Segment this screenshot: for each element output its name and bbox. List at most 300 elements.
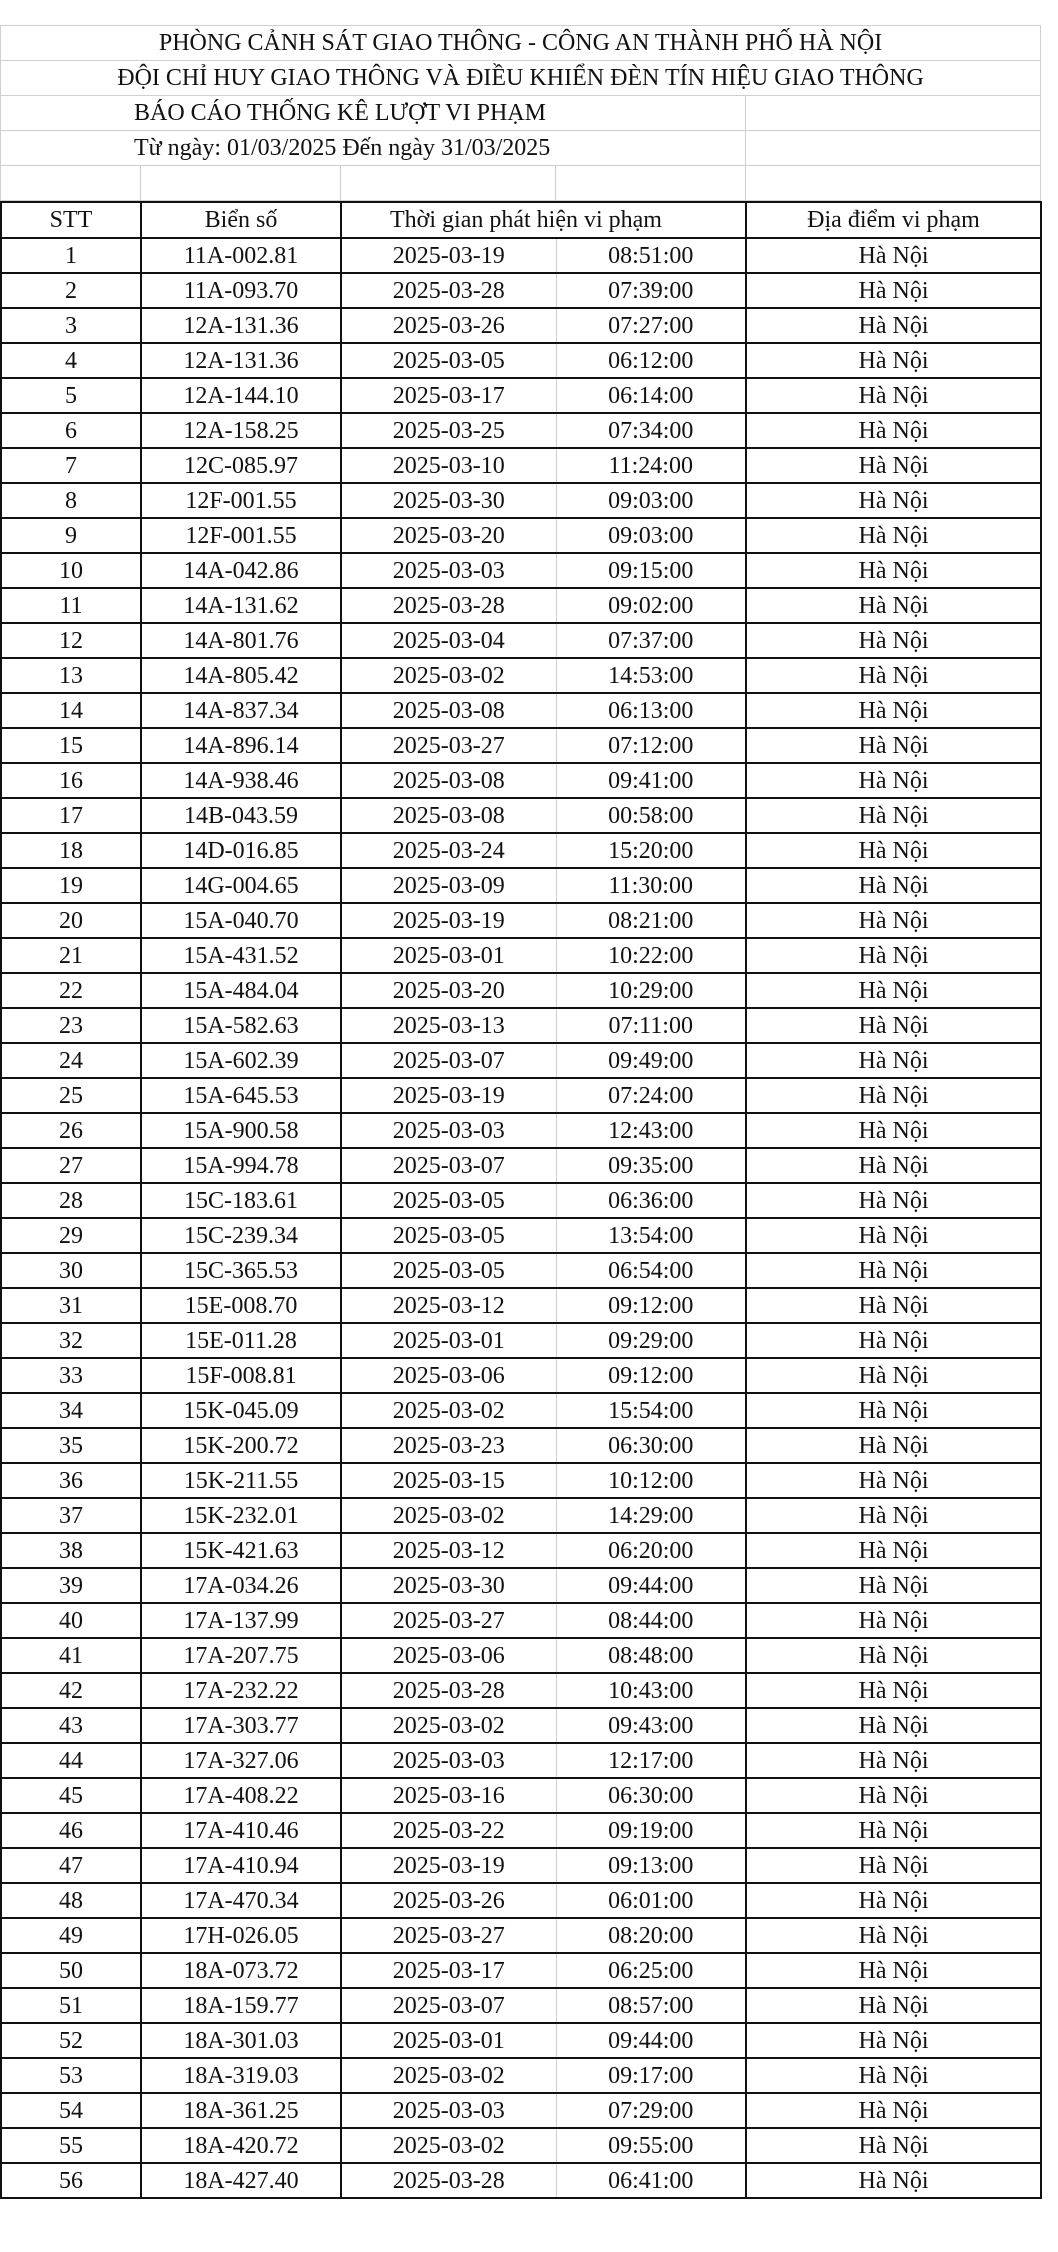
column-header-location: Địa điểm vi phạm xyxy=(746,202,1041,238)
cell-location: Hà Nội xyxy=(746,1008,1041,1043)
cell-stt: 25 xyxy=(1,1078,141,1113)
cell-time: 09:03:00 xyxy=(556,518,746,553)
cell-stt: 44 xyxy=(1,1743,141,1778)
cell-stt: 18 xyxy=(1,833,141,868)
cell-location: Hà Nội xyxy=(746,973,1041,1008)
cell-location: Hà Nội xyxy=(746,1778,1041,1813)
table-row xyxy=(1,1813,1041,1848)
cell-date: 2025-03-09 xyxy=(341,868,556,903)
table-row xyxy=(1,2058,1041,2093)
cell-time: 11:24:00 xyxy=(556,448,746,483)
cell-stt: 16 xyxy=(1,763,141,798)
cell-date: 2025-03-26 xyxy=(341,1883,556,1918)
cell-plate: 12F-001.55 xyxy=(141,483,341,518)
cell-date: 2025-03-27 xyxy=(341,728,556,763)
cell-plate: 15K-232.01 xyxy=(141,1498,341,1533)
cell-stt: 28 xyxy=(1,1183,141,1218)
cell-plate: 11A-002.81 xyxy=(141,238,341,273)
cell-date: 2025-03-28 xyxy=(341,1673,556,1708)
cell-stt: 7 xyxy=(1,448,141,483)
cell-date: 2025-03-05 xyxy=(341,1253,556,1288)
cell-time: 14:53:00 xyxy=(556,658,746,693)
table-row xyxy=(1,1078,1041,1113)
cell-location: Hà Nội xyxy=(746,728,1041,763)
cell-plate: 15K-211.55 xyxy=(141,1463,341,1498)
cell-plate: 15C-365.53 xyxy=(141,1253,341,1288)
table-row xyxy=(1,1253,1041,1288)
cell-plate: 14A-837.34 xyxy=(141,693,341,728)
table-row xyxy=(1,1428,1041,1463)
cell-date: 2025-03-02 xyxy=(341,658,556,693)
cell-time: 09:15:00 xyxy=(556,553,746,588)
cell-time: 12:17:00 xyxy=(556,1743,746,1778)
cell-stt: 32 xyxy=(1,1323,141,1358)
cell-location: Hà Nội xyxy=(746,903,1041,938)
cell-time: 06:14:00 xyxy=(556,378,746,413)
table-row xyxy=(1,2023,1041,2058)
cell-plate: 18A-319.03 xyxy=(141,2058,341,2093)
report-period: Từ ngày: 01/03/2025 Đến ngày 31/03/2025 xyxy=(1,131,746,166)
cell-location: Hà Nội xyxy=(746,1743,1041,1778)
cell-stt: 8 xyxy=(1,483,141,518)
cell-plate: 17A-327.06 xyxy=(141,1743,341,1778)
cell-stt: 43 xyxy=(1,1708,141,1743)
cell-time: 06:25:00 xyxy=(556,1953,746,1988)
cell-time: 10:22:00 xyxy=(556,938,746,973)
cell-time: 07:11:00 xyxy=(556,1008,746,1043)
report-title: BÁO CÁO THỐNG KÊ LƯỢT VI PHẠM xyxy=(1,96,746,131)
cell-location: Hà Nội xyxy=(746,238,1041,273)
table-row xyxy=(1,1883,1041,1918)
cell-plate: 14A-805.42 xyxy=(141,658,341,693)
table-row xyxy=(1,1673,1041,1708)
cell-date: 2025-03-19 xyxy=(341,238,556,273)
table-row xyxy=(1,308,1041,343)
violation-table xyxy=(0,201,1042,2199)
cell-stt: 36 xyxy=(1,1463,141,1498)
table-header-row xyxy=(1,202,1041,238)
cell-plate: 15A-645.53 xyxy=(141,1078,341,1113)
cell-location: Hà Nội xyxy=(746,1288,1041,1323)
cell-location: Hà Nội xyxy=(746,2128,1041,2163)
cell-location: Hà Nội xyxy=(746,1568,1041,1603)
cell-time: 06:13:00 xyxy=(556,693,746,728)
cell-date: 2025-03-20 xyxy=(341,518,556,553)
cell-stt: 24 xyxy=(1,1043,141,1078)
cell-location: Hà Nội xyxy=(746,693,1041,728)
cell-plate: 18A-420.72 xyxy=(141,2128,341,2163)
cell-stt: 47 xyxy=(1,1848,141,1883)
column-header-stt: STT xyxy=(1,202,141,238)
cell-plate: 15A-582.63 xyxy=(141,1008,341,1043)
cell-date: 2025-03-03 xyxy=(341,1743,556,1778)
table-row xyxy=(1,378,1041,413)
cell-plate: 15A-040.70 xyxy=(141,903,341,938)
table-row xyxy=(1,763,1041,798)
agency-line-2: ĐỘI CHỈ HUY GIAO THÔNG VÀ ĐIỀU KHIỂN ĐÈN TÍN HIỆU GIAO THÔNG xyxy=(1,61,1041,96)
cell-time: 06:01:00 xyxy=(556,1883,746,1918)
cell-location: Hà Nội xyxy=(746,1918,1041,1953)
table-row xyxy=(1,1918,1041,1953)
cell-plate: 17A-410.94 xyxy=(141,1848,341,1883)
cell-time: 09:12:00 xyxy=(556,1288,746,1323)
cell-stt: 50 xyxy=(1,1953,141,1988)
cell-location: Hà Nội xyxy=(746,1393,1041,1428)
cell-location: Hà Nội xyxy=(746,1533,1041,1568)
cell-location: Hà Nội xyxy=(746,1848,1041,1883)
cell-plate: 18A-361.25 xyxy=(141,2093,341,2128)
cell-stt: 45 xyxy=(1,1778,141,1813)
cell-plate: 15C-239.34 xyxy=(141,1218,341,1253)
cell-time: 12:43:00 xyxy=(556,1113,746,1148)
cell-stt: 46 xyxy=(1,1813,141,1848)
cell-stt: 12 xyxy=(1,623,141,658)
cell-time: 08:51:00 xyxy=(556,238,746,273)
cell-stt: 39 xyxy=(1,1568,141,1603)
table-row xyxy=(1,1778,1041,1813)
cell-date: 2025-03-27 xyxy=(341,1918,556,1953)
cell-stt: 41 xyxy=(1,1638,141,1673)
table-row xyxy=(1,273,1041,308)
cell-time: 07:29:00 xyxy=(556,2093,746,2128)
cell-time: 10:29:00 xyxy=(556,973,746,1008)
cell-date: 2025-03-02 xyxy=(341,1393,556,1428)
cell-location: Hà Nội xyxy=(746,1358,1041,1393)
table-row xyxy=(1,2163,1041,2198)
cell-stt: 54 xyxy=(1,2093,141,2128)
table-body xyxy=(1,238,1041,2198)
column-header-plate: Biển số xyxy=(141,202,341,238)
cell-stt: 31 xyxy=(1,1288,141,1323)
cell-stt: 22 xyxy=(1,973,141,1008)
cell-plate: 17A-137.99 xyxy=(141,1603,341,1638)
cell-date: 2025-03-16 xyxy=(341,1778,556,1813)
cell-stt: 10 xyxy=(1,553,141,588)
cell-plate: 15A-431.52 xyxy=(141,938,341,973)
cell-location: Hà Nội xyxy=(746,1148,1041,1183)
cell-plate: 14A-131.62 xyxy=(141,588,341,623)
cell-stt: 30 xyxy=(1,1253,141,1288)
cell-time: 08:20:00 xyxy=(556,1918,746,1953)
table-row xyxy=(1,1743,1041,1778)
cell-plate: 18A-427.40 xyxy=(141,2163,341,2198)
cell-date: 2025-03-30 xyxy=(341,483,556,518)
cell-location: Hà Nội xyxy=(746,413,1041,448)
table-row xyxy=(1,448,1041,483)
cell-time: 09:29:00 xyxy=(556,1323,746,1358)
cell-plate: 12A-131.36 xyxy=(141,343,341,378)
cell-time: 06:12:00 xyxy=(556,343,746,378)
cell-time: 06:54:00 xyxy=(556,1253,746,1288)
table-row xyxy=(1,1988,1041,2023)
cell-location: Hà Nội xyxy=(746,1463,1041,1498)
cell-date: 2025-03-24 xyxy=(341,833,556,868)
cell-plate: 15E-008.70 xyxy=(141,1288,341,1323)
table-row xyxy=(1,1953,1041,1988)
cell-plate: 14A-042.86 xyxy=(141,553,341,588)
cell-date: 2025-03-08 xyxy=(341,763,556,798)
cell-time: 09:49:00 xyxy=(556,1043,746,1078)
cell-stt: 1 xyxy=(1,238,141,273)
cell-stt: 3 xyxy=(1,308,141,343)
cell-location: Hà Nội xyxy=(746,518,1041,553)
cell-date: 2025-03-04 xyxy=(341,623,556,658)
cell-plate: 17A-303.77 xyxy=(141,1708,341,1743)
cell-plate: 17A-410.46 xyxy=(141,1813,341,1848)
cell-time: 10:12:00 xyxy=(556,1463,746,1498)
cell-time: 09:12:00 xyxy=(556,1358,746,1393)
table-row xyxy=(1,483,1041,518)
cell-date: 2025-03-07 xyxy=(341,1988,556,2023)
cell-stt: 20 xyxy=(1,903,141,938)
cell-stt: 21 xyxy=(1,938,141,973)
cell-plate: 14G-004.65 xyxy=(141,868,341,903)
empty-cell xyxy=(556,166,746,201)
cell-plate: 12C-085.97 xyxy=(141,448,341,483)
cell-location: Hà Nội xyxy=(746,1428,1041,1463)
table-row xyxy=(1,833,1041,868)
cell-time: 00:58:00 xyxy=(556,798,746,833)
cell-plate: 17H-026.05 xyxy=(141,1918,341,1953)
cell-date: 2025-03-27 xyxy=(341,1603,556,1638)
cell-location: Hà Nội xyxy=(746,273,1041,308)
table-row xyxy=(1,2128,1041,2163)
cell-plate: 14A-896.14 xyxy=(141,728,341,763)
cell-time: 09:35:00 xyxy=(556,1148,746,1183)
cell-time: 06:30:00 xyxy=(556,1778,746,1813)
cell-plate: 14A-938.46 xyxy=(141,763,341,798)
cell-location: Hà Nội xyxy=(746,1813,1041,1848)
cell-time: 14:29:00 xyxy=(556,1498,746,1533)
cell-location: Hà Nội xyxy=(746,1218,1041,1253)
cell-time: 07:12:00 xyxy=(556,728,746,763)
table-row xyxy=(1,1113,1041,1148)
cell-stt: 53 xyxy=(1,2058,141,2093)
cell-date: 2025-03-12 xyxy=(341,1533,556,1568)
cell-date: 2025-03-19 xyxy=(341,1078,556,1113)
cell-stt: 13 xyxy=(1,658,141,693)
cell-plate: 17A-232.22 xyxy=(141,1673,341,1708)
cell-date: 2025-03-25 xyxy=(341,413,556,448)
cell-location: Hà Nội xyxy=(746,1988,1041,2023)
cell-time: 09:44:00 xyxy=(556,2023,746,2058)
cell-stt: 35 xyxy=(1,1428,141,1463)
cell-stt: 34 xyxy=(1,1393,141,1428)
cell-plate: 18A-073.72 xyxy=(141,1953,341,1988)
empty-cell xyxy=(746,96,1041,131)
column-header-time-detected: Thời gian phát hiện vi phạm xyxy=(341,202,746,238)
table-row xyxy=(1,588,1041,623)
cell-location: Hà Nội xyxy=(746,1253,1041,1288)
cell-location: Hà Nội xyxy=(746,1638,1041,1673)
cell-date: 2025-03-26 xyxy=(341,308,556,343)
table-row xyxy=(1,1288,1041,1323)
cell-date: 2025-03-28 xyxy=(341,2163,556,2198)
cell-location: Hà Nội xyxy=(746,658,1041,693)
cell-location: Hà Nội xyxy=(746,938,1041,973)
cell-plate: 15A-484.04 xyxy=(141,973,341,1008)
cell-time: 07:39:00 xyxy=(556,273,746,308)
agency-line-1: PHÒNG CẢNH SÁT GIAO THÔNG - CÔNG AN THÀNH PHỐ HÀ NỘI xyxy=(1,26,1041,61)
cell-location: Hà Nội xyxy=(746,1953,1041,1988)
cell-date: 2025-03-03 xyxy=(341,1113,556,1148)
cell-date: 2025-03-06 xyxy=(341,1638,556,1673)
cell-date: 2025-03-15 xyxy=(341,1463,556,1498)
cell-location: Hà Nội xyxy=(746,2093,1041,2128)
cell-location: Hà Nội xyxy=(746,553,1041,588)
cell-date: 2025-03-17 xyxy=(341,1953,556,1988)
cell-time: 08:44:00 xyxy=(556,1603,746,1638)
cell-plate: 18A-159.77 xyxy=(141,1988,341,2023)
cell-stt: 6 xyxy=(1,413,141,448)
cell-plate: 15C-183.61 xyxy=(141,1183,341,1218)
cell-time: 09:17:00 xyxy=(556,2058,746,2093)
cell-time: 06:41:00 xyxy=(556,2163,746,2198)
table-row xyxy=(1,903,1041,938)
table-row xyxy=(1,868,1041,903)
cell-time: 08:57:00 xyxy=(556,1988,746,2023)
cell-date: 2025-03-02 xyxy=(341,1708,556,1743)
table-row xyxy=(1,623,1041,658)
cell-plate: 15A-602.39 xyxy=(141,1043,341,1078)
cell-plate: 15K-045.09 xyxy=(141,1393,341,1428)
cell-date: 2025-03-02 xyxy=(341,1498,556,1533)
empty-cell xyxy=(746,166,1041,201)
table-row xyxy=(1,1568,1041,1603)
cell-plate: 14D-016.85 xyxy=(141,833,341,868)
cell-location: Hà Nội xyxy=(746,1883,1041,1918)
cell-stt: 42 xyxy=(1,1673,141,1708)
table-row xyxy=(1,1043,1041,1078)
cell-stt: 14 xyxy=(1,693,141,728)
cell-stt: 51 xyxy=(1,1988,141,2023)
cell-location: Hà Nội xyxy=(746,2023,1041,2058)
table-row xyxy=(1,2093,1041,2128)
table-row xyxy=(1,938,1041,973)
cell-date: 2025-03-05 xyxy=(341,1183,556,1218)
cell-time: 06:20:00 xyxy=(556,1533,746,1568)
cell-date: 2025-03-03 xyxy=(341,553,556,588)
cell-stt: 55 xyxy=(1,2128,141,2163)
cell-location: Hà Nội xyxy=(746,1498,1041,1533)
cell-time: 07:34:00 xyxy=(556,413,746,448)
table-row xyxy=(1,973,1041,1008)
table-row xyxy=(1,658,1041,693)
cell-location: Hà Nội xyxy=(746,1043,1041,1078)
cell-stt: 5 xyxy=(1,378,141,413)
cell-date: 2025-03-22 xyxy=(341,1813,556,1848)
cell-time: 09:41:00 xyxy=(556,763,746,798)
table-row xyxy=(1,343,1041,378)
cell-location: Hà Nội xyxy=(746,448,1041,483)
cell-location: Hà Nội xyxy=(746,343,1041,378)
table-row xyxy=(1,238,1041,273)
cell-plate: 17A-408.22 xyxy=(141,1778,341,1813)
cell-date: 2025-03-23 xyxy=(341,1428,556,1463)
cell-location: Hà Nội xyxy=(746,588,1041,623)
empty-cell xyxy=(141,166,341,201)
cell-location: Hà Nội xyxy=(746,1113,1041,1148)
table-row xyxy=(1,1183,1041,1218)
cell-time: 09:43:00 xyxy=(556,1708,746,1743)
cell-time: 09:03:00 xyxy=(556,483,746,518)
cell-stt: 52 xyxy=(1,2023,141,2058)
cell-time: 06:36:00 xyxy=(556,1183,746,1218)
cell-location: Hà Nội xyxy=(746,1183,1041,1218)
cell-time: 07:37:00 xyxy=(556,623,746,658)
cell-stt: 15 xyxy=(1,728,141,763)
cell-stt: 38 xyxy=(1,1533,141,1568)
cell-stt: 23 xyxy=(1,1008,141,1043)
cell-date: 2025-03-10 xyxy=(341,448,556,483)
cell-time: 07:27:00 xyxy=(556,308,746,343)
cell-location: Hà Nội xyxy=(746,868,1041,903)
report-header xyxy=(0,25,1041,201)
empty-cell xyxy=(1,166,141,201)
cell-location: Hà Nội xyxy=(746,833,1041,868)
cell-plate: 15A-900.58 xyxy=(141,1113,341,1148)
table-row xyxy=(1,1148,1041,1183)
cell-location: Hà Nội xyxy=(746,623,1041,658)
cell-time: 10:43:00 xyxy=(556,1673,746,1708)
cell-time: 13:54:00 xyxy=(556,1218,746,1253)
table-row xyxy=(1,1218,1041,1253)
table-row xyxy=(1,1708,1041,1743)
cell-date: 2025-03-19 xyxy=(341,1848,556,1883)
cell-plate: 15K-421.63 xyxy=(141,1533,341,1568)
cell-location: Hà Nội xyxy=(746,2058,1041,2093)
cell-date: 2025-03-05 xyxy=(341,343,556,378)
cell-location: Hà Nội xyxy=(746,308,1041,343)
cell-date: 2025-03-07 xyxy=(341,1043,556,1078)
cell-stt: 19 xyxy=(1,868,141,903)
cell-stt: 29 xyxy=(1,1218,141,1253)
table-row xyxy=(1,1463,1041,1498)
empty-cell xyxy=(341,166,556,201)
table-row xyxy=(1,798,1041,833)
cell-plate: 18A-301.03 xyxy=(141,2023,341,2058)
cell-date: 2025-03-28 xyxy=(341,273,556,308)
cell-location: Hà Nội xyxy=(746,378,1041,413)
cell-date: 2025-03-06 xyxy=(341,1358,556,1393)
cell-plate: 12A-144.10 xyxy=(141,378,341,413)
report-sheet xyxy=(0,25,1040,2199)
cell-plate: 17A-207.75 xyxy=(141,1638,341,1673)
cell-location: Hà Nội xyxy=(746,1708,1041,1743)
cell-plate: 17A-470.34 xyxy=(141,1883,341,1918)
cell-time: 15:54:00 xyxy=(556,1393,746,1428)
cell-time: 08:21:00 xyxy=(556,903,746,938)
cell-plate: 12F-001.55 xyxy=(141,518,341,553)
cell-date: 2025-03-12 xyxy=(341,1288,556,1323)
table-row xyxy=(1,553,1041,588)
cell-time: 15:20:00 xyxy=(556,833,746,868)
cell-date: 2025-03-02 xyxy=(341,2128,556,2163)
cell-stt: 37 xyxy=(1,1498,141,1533)
table-row xyxy=(1,1498,1041,1533)
cell-plate: 17A-034.26 xyxy=(141,1568,341,1603)
table-row xyxy=(1,1008,1041,1043)
cell-stt: 40 xyxy=(1,1603,141,1638)
cell-time: 06:30:00 xyxy=(556,1428,746,1463)
cell-date: 2025-03-13 xyxy=(341,1008,556,1043)
cell-time: 09:55:00 xyxy=(556,2128,746,2163)
cell-stt: 48 xyxy=(1,1883,141,1918)
cell-plate: 14B-043.59 xyxy=(141,798,341,833)
table-row xyxy=(1,728,1041,763)
table-row xyxy=(1,413,1041,448)
cell-time: 09:13:00 xyxy=(556,1848,746,1883)
